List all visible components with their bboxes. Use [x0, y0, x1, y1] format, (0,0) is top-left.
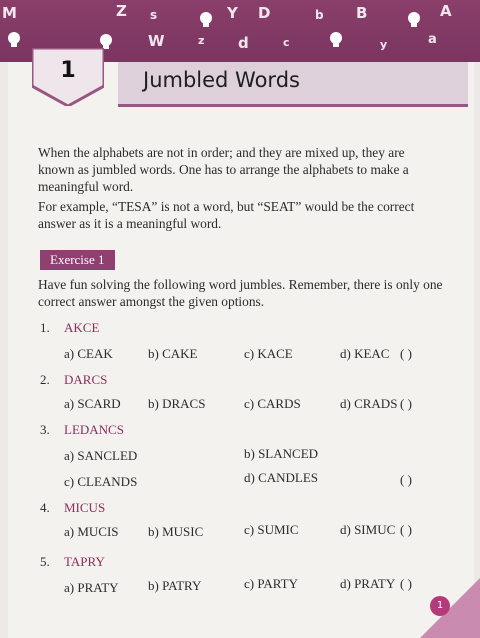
example-paragraph: For example, “TESA” is not a word, but “SEAT” would be the correct answer as it is a meaningful word. — [38, 199, 415, 231]
exercise-instructions: Have fun solving the following word jumbles. Remember, there is only one correct answer amongst the given options. — [38, 277, 443, 309]
option-d: d) SIMUC — [340, 522, 396, 537]
jumbled-word: AKCE — [64, 320, 100, 335]
lightbulb-icon — [100, 34, 112, 46]
option-d: d) PRATY — [340, 576, 396, 591]
answer-bracket[interactable]: ( ) — [400, 472, 412, 487]
option-a: a) SCARD — [64, 396, 121, 411]
answer-bracket[interactable]: ( ) — [400, 346, 412, 361]
banner-letter: B — [356, 4, 368, 22]
jumbled-word: MICUS — [64, 500, 106, 515]
banner-letter: c — [283, 36, 290, 49]
lightbulb-icon — [330, 32, 342, 44]
jumbled-word: DARCS — [64, 372, 108, 387]
option-d: d) KEAC — [340, 346, 390, 361]
option-b: b) PATRY — [148, 578, 202, 593]
intro-paragraph: When the alphabets are not in order; and they are mixed up, they are known as jumbled words. One has to arrange the alphabets to make a meaningful word. — [38, 145, 409, 194]
option-d: d) CRADS — [340, 396, 398, 411]
question-number: 1. — [40, 320, 50, 335]
option-c: c) KACE — [244, 346, 293, 361]
option-c: c) SUMIC — [244, 522, 299, 537]
answer-bracket[interactable]: ( ) — [400, 522, 412, 537]
exercise-label: Exercise 1 — [40, 250, 115, 270]
banner-letter: Y — [227, 4, 238, 22]
banner-letter: W — [148, 32, 165, 50]
question-number: 5. — [40, 554, 50, 569]
lightbulb-icon — [8, 32, 20, 44]
lightbulb-icon — [408, 12, 420, 24]
option-a: a) CEAK — [64, 346, 113, 361]
option-b: b) DRACS — [148, 396, 206, 411]
banner-letter: A — [440, 2, 452, 20]
page-corner-decoration — [420, 578, 480, 638]
answer-bracket[interactable]: ( ) — [400, 396, 412, 411]
jumbled-word: TAPRY — [64, 554, 105, 569]
option-a: a) MUCIS — [64, 524, 119, 539]
option-c: c) CLEANDS — [64, 474, 138, 489]
option-a: a) SANCLED — [64, 448, 138, 463]
banner-letter: d — [238, 34, 249, 52]
option-c: c) CARDS — [244, 396, 301, 411]
banner-letter: D — [258, 4, 271, 22]
banner-letter: M — [2, 4, 17, 22]
option-d: d) CANDLES — [244, 470, 319, 485]
banner-letter: Z — [116, 2, 127, 20]
chapter-number: 1 — [60, 58, 76, 83]
question-number: 2. — [40, 372, 50, 387]
option-b: b) CAKE — [148, 346, 198, 361]
question-number: 4. — [40, 500, 50, 515]
page-number: 1 — [430, 596, 450, 616]
jumbled-word: LEDANCS — [64, 422, 124, 437]
question-number: 3. — [40, 422, 50, 437]
banner-letter: a — [428, 32, 437, 47]
banner-letter: z — [198, 34, 205, 47]
banner-letter: y — [380, 38, 388, 51]
option-a: a) PRATY — [64, 580, 119, 595]
answer-bracket[interactable]: ( ) — [400, 576, 412, 591]
lightbulb-icon — [200, 12, 212, 24]
banner-letter: b — [315, 8, 324, 22]
option-b: b) SLANCED — [244, 446, 319, 461]
option-c: c) PARTY — [244, 576, 298, 591]
option-b: b) MUSIC — [148, 524, 204, 539]
page-title: Jumbled Words — [143, 68, 300, 92]
banner-letter: s — [150, 8, 158, 22]
